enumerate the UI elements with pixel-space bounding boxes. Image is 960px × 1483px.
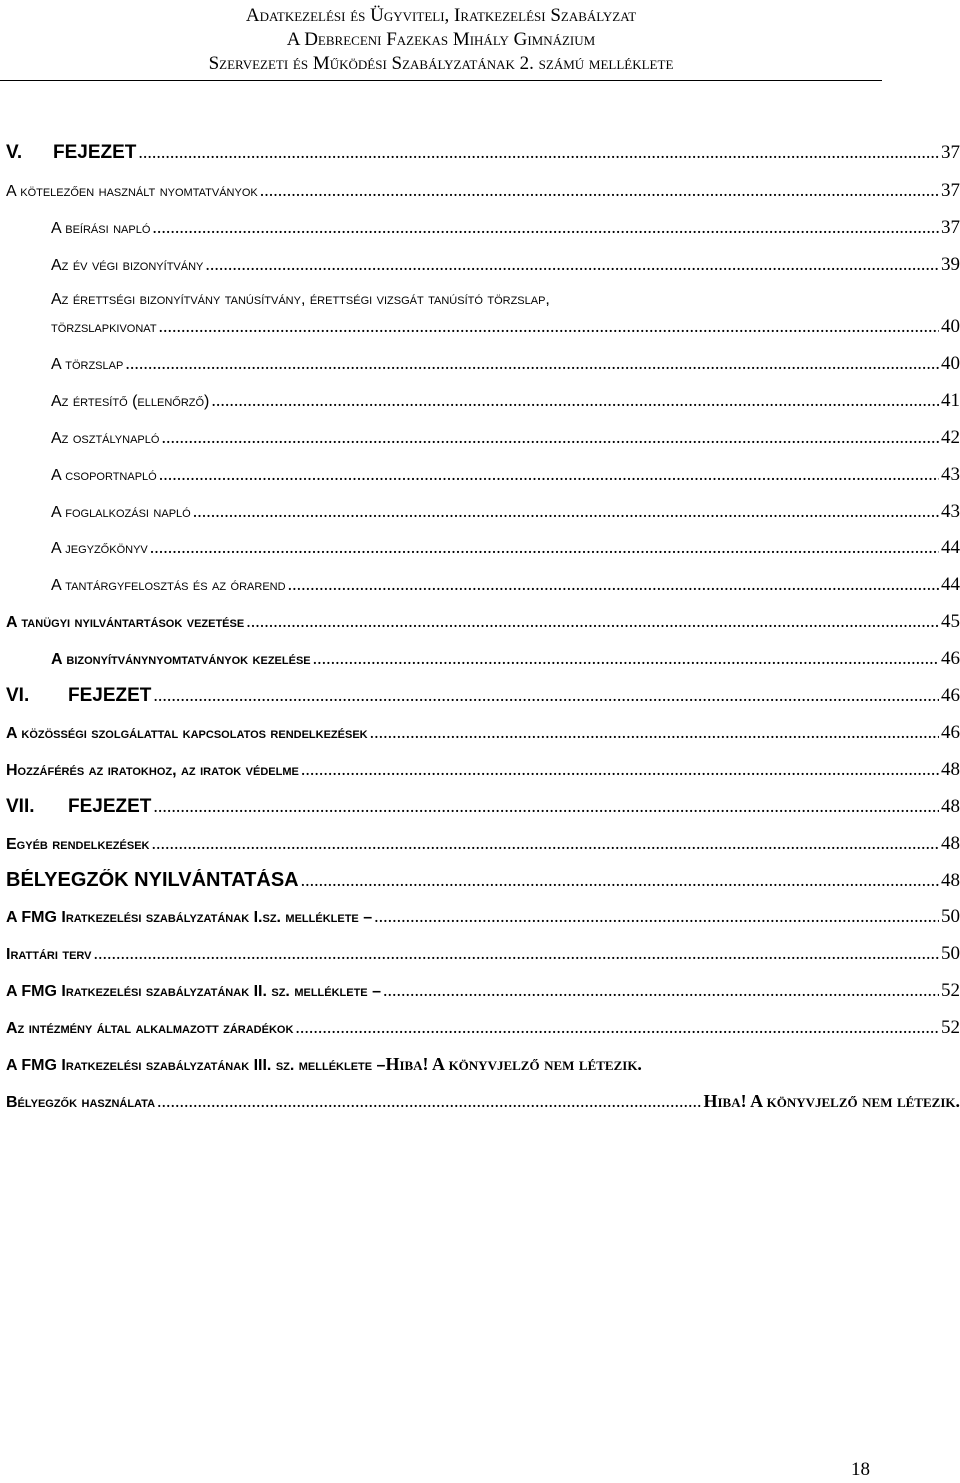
toc-page-number: 46 [941,685,960,706]
toc-entry-label: A foglalkozási napló [51,504,191,521]
toc-entry-chapter-5[interactable] [6,142,960,170]
dot-leader [157,1091,701,1112]
dot-leader [159,316,939,337]
toc-page-number: 40 [941,316,960,337]
dot-leader [125,353,939,374]
dot-leader [374,906,939,927]
toc-entry-label: A FMG Iratkezelési szabályzatának III. sz. melléklete – [6,1057,386,1074]
toc-page-number: 37 [941,142,960,163]
toc-entry-label: Az év végi bizonyítvány [51,257,204,274]
dot-leader [288,574,939,595]
toc-entry-label: Az érettségi bizonyítvány tanúsítvány, érettségi vizsgát tanúsító törzslap, [51,291,550,308]
toc-entry[interactable] [51,648,960,676]
toc-page-number: 50 [941,943,960,964]
toc-entry-label: törzslapkivonat [51,319,157,336]
dot-leader [260,180,939,201]
dot-leader [161,427,939,448]
toc-entry-label: Az intézmény által alkalmazott záradékok [6,1020,294,1037]
toc-entry[interactable] [6,980,960,1008]
dot-leader [211,390,939,411]
header-title-line-3: Szervezeti és Működési Szabályzatának 2. számú melléklete [208,53,674,74]
toc-entry[interactable] [51,574,960,602]
toc-entry[interactable] [51,427,960,455]
toc-entry[interactable] [51,217,960,245]
toc-page-number: 48 [941,870,960,891]
toc-page-number: 50 [941,906,960,927]
dot-leader [370,722,939,743]
bookmark-error-text: Hiba! A könyvjelző nem létezik. [703,1091,960,1111]
toc-page-number: 39 [941,254,960,275]
toc-entry-label: Egyéb rendelkezések [6,836,150,853]
toc-entry-line-2[interactable] [51,316,960,344]
dot-leader [301,870,939,891]
toc-entry-label: Hozzáférés az iratokhoz, az iratok védelme [6,762,299,779]
page-number: 18 [851,1459,870,1480]
header-title-line-2: A Debreceni Fazekas Mihály Gimnázium [286,29,596,50]
dot-leader [246,611,939,632]
toc-entry[interactable] [6,1017,960,1045]
toc-entry[interactable] [6,722,960,750]
toc-page-number: 45 [941,611,960,632]
toc-entry-label: FEJEZET [53,142,137,163]
bookmark-error-text: Hiba! A könyvjelző nem létezik. [385,1054,642,1074]
dot-leader [93,943,939,964]
toc-entry[interactable] [51,353,960,381]
dot-leader [152,217,939,238]
toc-page-number: 37 [941,180,960,201]
toc-entry[interactable] [6,906,960,934]
toc-entry-line-1[interactable] [51,291,960,319]
toc-entry-label: A beírási napló [51,220,151,237]
toc-entry[interactable] [51,537,960,565]
dot-leader [193,501,939,522]
dot-leader [150,537,939,558]
toc-page-number: 48 [941,759,960,780]
toc-page-number: 41 [941,390,960,411]
toc-page-number: 48 [941,833,960,854]
dot-leader [301,759,939,780]
toc-entry-bookmark-error[interactable] [6,1091,960,1119]
toc-page-number: 44 [941,537,960,558]
toc-entry-label: Az osztálynapló [51,430,160,447]
dot-leader [313,648,939,669]
toc-page-number: 43 [941,501,960,522]
toc-entry-label: A törzslap [51,356,124,373]
chapter-number: V. [6,142,23,163]
toc-page-number: 46 [941,648,960,669]
toc-entry-chapter-6[interactable] [6,685,960,713]
toc-page-number: 46 [941,722,960,743]
toc-entry-label: A tanügyi nyilvántartások vezetése [6,614,245,631]
toc-entry[interactable] [6,833,960,861]
toc-page-number: 43 [941,464,960,485]
chapter-number: VI. [6,685,30,706]
toc-entry[interactable] [6,611,960,639]
dot-leader [153,796,939,817]
toc-entry-label: A jegyzőkönyv [51,540,148,557]
toc-page-number: 48 [941,796,960,817]
toc-page-number: 42 [941,427,960,448]
toc-entry[interactable] [51,501,960,529]
toc-entry-label: A csoportnapló [51,467,157,484]
toc-entry[interactable] [6,869,960,897]
toc-entry-label: A tantárgyfelosztás és az órarend [51,577,286,594]
toc-entry-label: Irattári terv [6,946,92,963]
toc-entry-label: A FMG Iratkezelési szabályzatának II. sz. melléklete – [6,983,381,1000]
toc-entry-label: A közösségi szolgálattal kapcsolatos rendelkezések [6,725,368,742]
toc-entry-label: A bizonyítványnyomtatványok kezelése [51,651,311,668]
toc-entry[interactable] [6,759,960,787]
toc-entry[interactable] [6,180,960,208]
toc-entry[interactable] [51,254,960,282]
toc-entry[interactable] [51,464,960,492]
toc-page-number: 44 [941,574,960,595]
dot-leader [138,142,939,163]
dot-leader [383,980,939,1001]
toc-entry-label: FEJEZET [68,685,152,706]
toc-page-number: 40 [941,353,960,374]
dot-leader [159,464,939,485]
toc-page-number: 37 [941,217,960,238]
toc-entry-label: Az értesítő (ellenőrző) [51,393,210,410]
toc-entry-label: Bélyegzők használata [6,1094,156,1111]
dot-leader [153,685,939,706]
toc-entry[interactable] [6,943,960,971]
toc-page-number: 52 [941,1017,960,1038]
toc-entry-label: BÉLYEGZŐK NYILVÁNTATÁSA [6,869,299,891]
dot-leader [295,1017,939,1038]
dot-leader [205,254,939,275]
dot-leader [151,833,939,854]
toc-entry-bookmark-error[interactable] [6,1054,960,1082]
toc-entry-label: A kötelezően használt nyomtatványok [6,183,258,200]
header-title-line-1: Adatkezelési és Ügyviteli, Iratkezelési Szabályzat [245,5,637,26]
toc-entry-label: FEJEZET [68,796,152,817]
toc-entry[interactable] [51,390,960,418]
toc-entry-label: A FMG Iratkezelési szabályzatának I.sz. melléklete – [6,909,373,926]
toc-page-number: 52 [941,980,960,1001]
chapter-number: VII. [6,796,35,817]
toc-entry-chapter-7[interactable] [6,796,960,824]
